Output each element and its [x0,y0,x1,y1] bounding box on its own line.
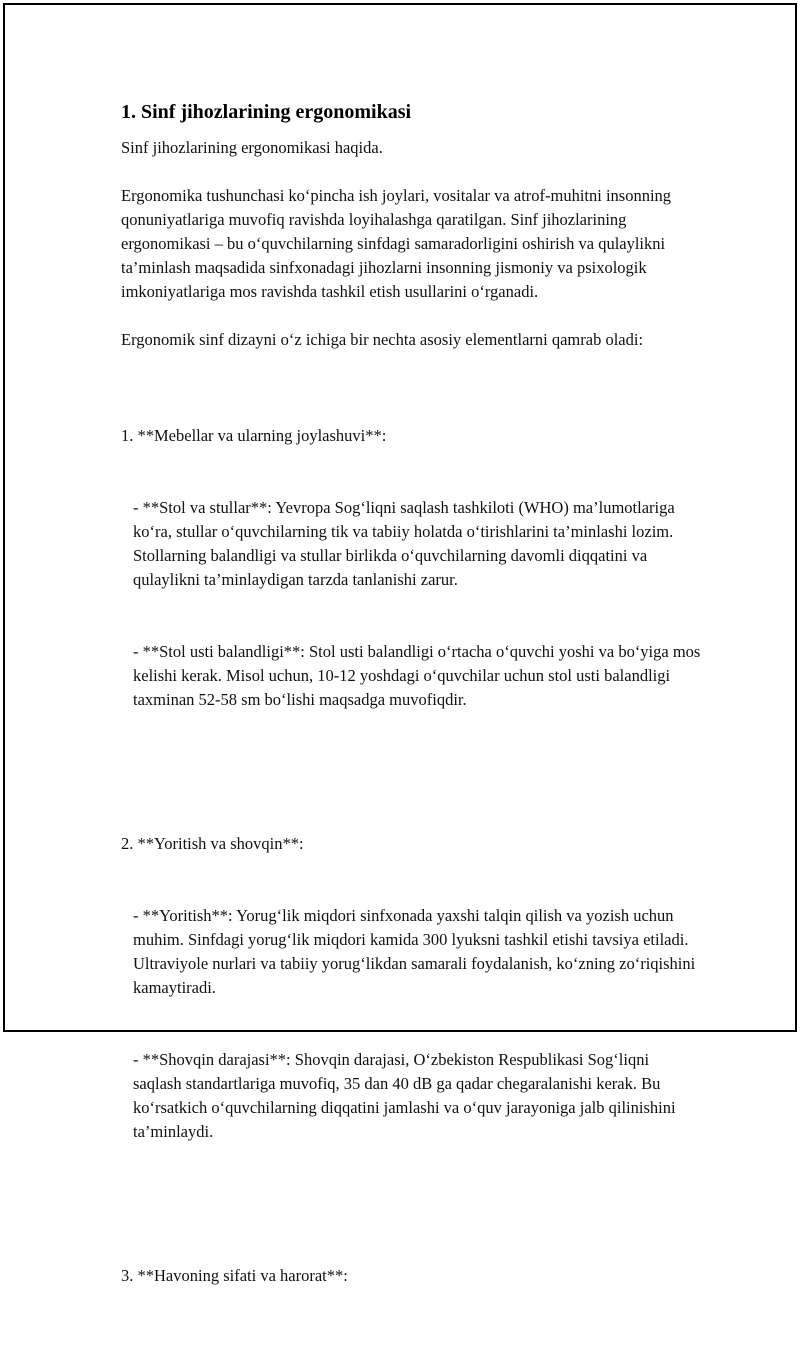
section-furniture [121,376,705,760]
intro-text: Sinf jihozlarining ergonomikasi haqida. [121,138,383,157]
section-item: - **Stol va stullar**: Yevropa Sog‘liqni saqlash tashkiloti (WHO) ma’lumotlariga ko‘ra, stullar o‘quvchilarning tik va tabiiy holatda o‘tirishlarini ta’minlashi lozim. Stollarning balandligi va stullar birlikda o‘quvchilarning davomli diqqatini va qulaylikni ta’minlaydigan tarzda tanlanishi zarur. [133,498,679,589]
paragraph-ergonomics: Ergonomika tushunchasi ko‘pincha ish joylari, vositalar va atrof-muhitni insonning qonuniyatlariga muvofiq ravishda loyihalashga qaratilgan. Sinf jihozlarining ergonomikasi – bu o‘quvchilarning sinfdagi samaradorligini oshirish va qulaylikni ta’minlash maqsadida sinfxonadagi jihozlarni insonning jismoniy va psixologik imkoniyatlariga mos ravishda tashkil etish usullarini o‘rganadi. [121,186,676,301]
section-heading: 2. **Yoritish va shovqin**: [121,834,304,853]
section-lighting-noise [121,784,701,1192]
section-item: - **Yoritish**: Yorug‘lik miqdori sinfxonada yaxshi talqin qilish va yozish uchun muhim. Sinfdagi yorug‘lik miqdori kamida 300 lyuksni tashkil etishi tavsiya etiladi. Ultraviyole nurlari va tabiiy yorug‘likdan samarali foydalanish, ko‘zning zo‘riqishini kamaytiradi. [133,906,700,997]
section-heading: 1. **Mebellar va ularning joylashuvi**: [121,426,387,445]
section-heading: 3. **Havoning sifati va harorat**: [121,1266,348,1285]
paragraph-design-elements: Ergonomik sinf dizayni o‘z ichiga bir nechta asosiy elementlarni qamrab oladi: [121,330,644,349]
page-frame [3,3,797,1285]
section-item: - **Stol usti balandligi**: Stol usti balandligi o‘rtacha o‘quvchi yoshi va bo‘yiga mos kelishi kerak. Misol uchun, 10-12 yoshdagi o‘quvchilar uchun stol usti balandligi taxminan 52-58 sm bo‘lishi maqsadga muvofiqdir. [133,642,705,709]
document-body [121,98,705,1360]
section-air-quality [121,1216,701,1336]
document-title: 1. Sinf jihozlarining ergonomikasi [121,101,412,123]
section-item: - **Shovqin darajasi**: Shovqin darajasi, O‘zbekiston Respublikasi Sog‘liqni saqlash standartlariga muvofiq, 35 dan 40 dB ga qadar chegaralanishi kerak. Bu ko‘rsatkich o‘quvchilarning diqqatini jamlashi va o‘quv jarayoniga jalb qilinishini ta’minlaydi. [133,1050,680,1141]
